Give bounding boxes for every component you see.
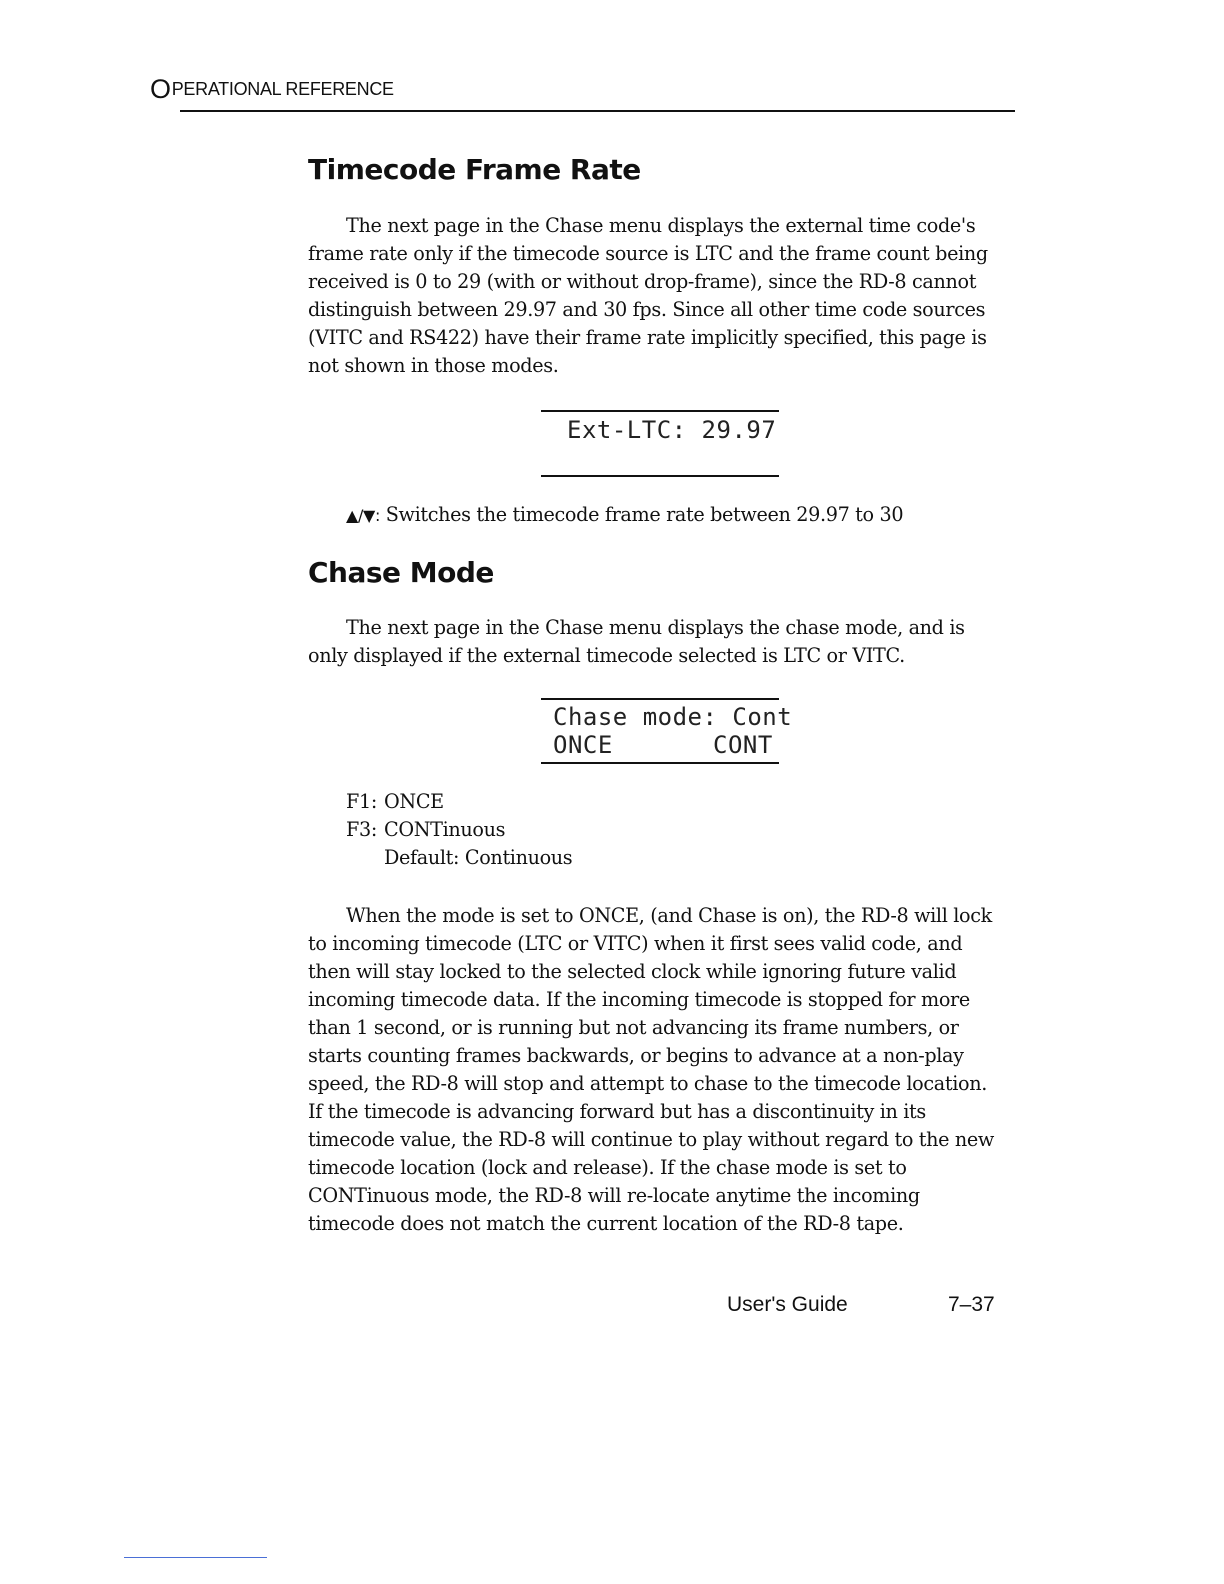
fkey-f3-label: CONTinuous: [384, 818, 506, 841]
paragraph-line: If the timecode is advancing forward but has a discontinuity in its: [308, 1100, 926, 1123]
lcd-top-rule: [541, 698, 779, 700]
running-head-text: PERATIONAL REFERENCE: [171, 79, 394, 99]
running-head: [150, 74, 394, 105]
paragraph-line: only displayed if the external timecode selected is LTC or VITC.: [308, 644, 905, 667]
paragraph-line: When the mode is set to ONCE, (and Chase is on), the RD-8 will lock: [346, 904, 992, 927]
paragraph-line: incoming timecode data. If the incoming timecode is stopped for more: [308, 988, 970, 1011]
lcd-bottom-rule: [541, 762, 779, 764]
paragraph-line: (VITC and RS422) have their frame rate implicitly specified, this page is: [308, 326, 987, 349]
lcd-bottom-rule: [541, 475, 779, 477]
lcd-frame-rate-value: 29.97: [701, 416, 777, 444]
arrow-keys-description: [346, 503, 903, 526]
function-key-list: [346, 788, 572, 872]
paragraph-line: CONTinuous mode, the RD-8 will re-locate anytime the incoming: [308, 1184, 920, 1207]
paragraph-line: frame rate only if the timecode source is LTC and the frame count being: [308, 242, 988, 265]
default-value: Default: Continuous: [384, 846, 573, 869]
footer-guide-title: User's Guide: [727, 1293, 848, 1316]
arrow-keys-text: Switches the timecode frame rate between 29.97 to 30: [380, 503, 904, 526]
lcd-top-rule: [541, 410, 779, 412]
paragraph-line: distinguish between 29.97 and 30 fps. Since all other time code sources: [308, 298, 986, 321]
paragraph-line: The next page in the Chase menu displays the external time code's: [346, 214, 976, 237]
lcd-line-1: [567, 416, 805, 444]
fkey-f1-label: ONCE: [384, 790, 444, 813]
paragraph-line: received is 0 to 29 (with or without drop-frame), since the RD-8 cannot: [308, 270, 977, 293]
lcd-line-1: [553, 703, 791, 731]
paragraph-line: timecode location (lock and release). If the chase mode is set to: [308, 1156, 907, 1179]
lcd-softkey-cont: CONT: [713, 731, 773, 759]
chase-mode-paragraph: [308, 614, 1028, 670]
paragraph-line: then will stay locked to the selected clock while ignoring future valid: [308, 960, 957, 983]
lcd-softkey-once: ONCE: [553, 731, 613, 759]
paragraph-line: starts counting frames backwards, or begins to advance at a non-play: [308, 1044, 964, 1067]
paragraph-line: timecode does not match the current location of the RD-8 tape.: [308, 1212, 904, 1235]
lcd-ext-ltc-label: Ext-LTC:: [567, 416, 702, 444]
scan-mark-line: [124, 1557, 267, 1558]
running-head-initial: O: [150, 74, 171, 104]
up-down-arrow-icon: ▲/▼:: [346, 506, 380, 525]
paragraph-line: The next page in the Chase menu displays the chase mode, and is: [346, 616, 965, 639]
heading-timecode-frame-rate: Timecode Frame Rate: [308, 153, 641, 186]
heading-chase-mode: Chase Mode: [308, 556, 494, 589]
fkey-row-f1: [346, 788, 572, 816]
fkey-row-f3: [346, 816, 572, 844]
paragraph-line: speed, the RD-8 will stop and attempt to chase to the timecode location.: [308, 1072, 987, 1095]
paragraph-line: not shown in those modes.: [308, 354, 559, 377]
fkey-f1: F1:: [346, 790, 377, 813]
footer-page-number: 7–37: [948, 1293, 995, 1316]
paragraph-line: timecode value, the RD-8 will continue to play without regard to the new: [308, 1128, 994, 1151]
lcd-chase-mode-label: Chase mode:: [553, 703, 733, 731]
header-rule: [180, 110, 1015, 112]
chase-mode-body: [308, 902, 1028, 1238]
frame-rate-paragraph: [308, 212, 1028, 380]
lcd-chase-mode-value: Cont: [732, 703, 793, 731]
paragraph-line: to incoming timecode (LTC or VITC) when it first sees valid code, and: [308, 932, 963, 955]
fkey-f3: F3:: [346, 818, 377, 841]
paragraph-line: than 1 second, or is running but not advancing its frame numbers, or: [308, 1016, 959, 1039]
